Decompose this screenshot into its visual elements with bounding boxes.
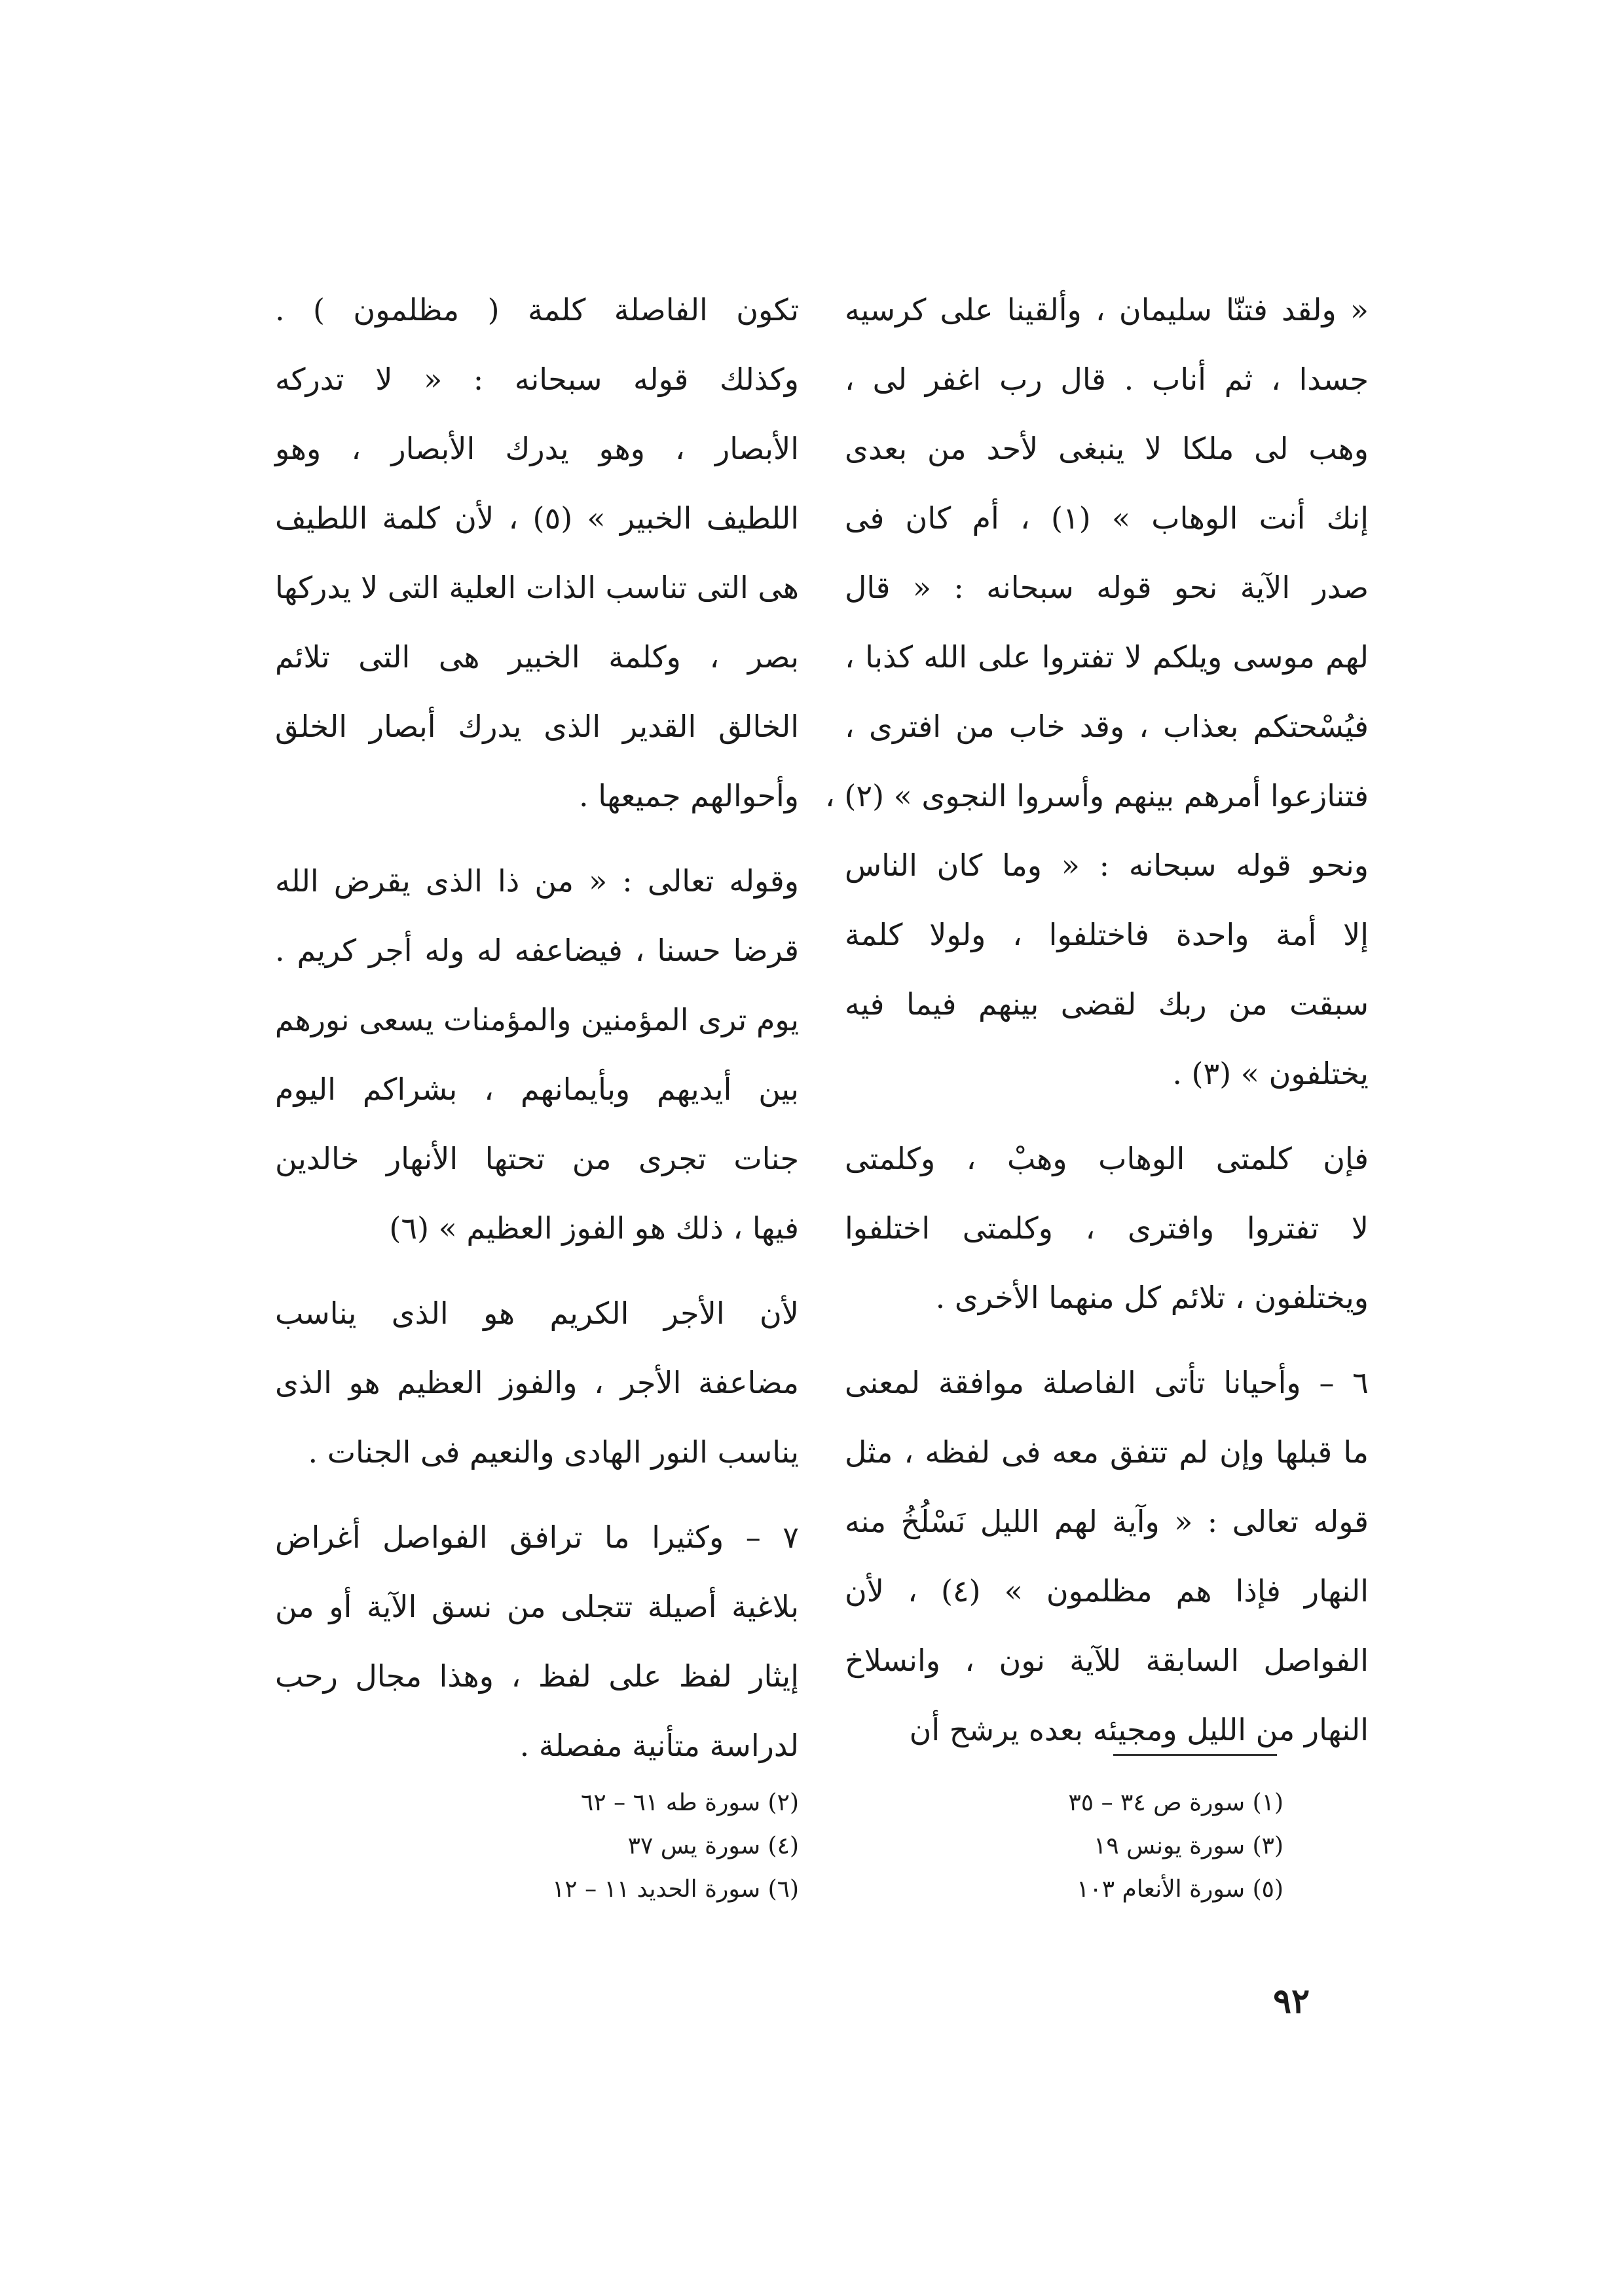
text-line: ٧ – وكثيرا ما ترافق الفواصل أغراض <box>275 1520 799 1555</box>
text-line: النهار من الليل ومجيئه بعده يرشح أن <box>909 1712 1369 1747</box>
text-line: وأحوالهم جميعها . <box>579 778 799 813</box>
text-line: الفواصل السابقة للآية نون ، وانسلاخ <box>845 1643 1369 1678</box>
footnote-divider <box>1113 1754 1277 1756</box>
text-line: ونحو قوله سبحانه : « وما كان الناس <box>845 848 1369 883</box>
footnotes-left <box>458 1782 799 1911</box>
text-column-right <box>824 275 1369 1780</box>
text-line: قوله تعالى : « وآية لهم الليل نَسْلُخُ منه <box>845 1504 1369 1539</box>
footnotes-right <box>917 1782 1283 1911</box>
text-line: فإن كلمتى الوهاب وهبْ ، وكلمتى <box>845 1141 1369 1176</box>
paragraph <box>845 1124 1369 1332</box>
text-line: جنات تجرى من تحتها الأنهار خالدين <box>275 1141 800 1176</box>
text-line: تكون الفاصلة كلمة ( مظلمون ) . <box>275 292 799 327</box>
paragraph <box>275 275 799 830</box>
paragraph <box>845 1348 1369 1764</box>
text-line: ما قبلها وإن لم تتفق معه فى لفظه ، مثل <box>845 1434 1369 1470</box>
text-line: إلا أمة واحدة فاختلفوا ، ولولا كلمة <box>845 917 1369 952</box>
text-line: بلاغية أصيلة تتجلى من نسق الآية أو من <box>275 1589 799 1624</box>
footnote: (٢) سورة طه ٦١ – ٦٢ <box>581 1789 799 1816</box>
text-line: يختلفون » (٣) . <box>1172 1056 1369 1091</box>
text-line: صدر الآية نحو قوله سبحانه : « قال <box>845 570 1369 605</box>
text-line: يوم ترى المؤمنين والمؤمنات يسعى نورهم <box>274 1002 799 1037</box>
text-line: جسدا ، ثم أناب . قال رب اغفر لى ، <box>845 362 1369 397</box>
text-line: وقوله تعالى : « من ذا الذى يقرض الله <box>275 863 799 899</box>
paragraph <box>824 275 1369 1108</box>
text-line: النهار فإذا هم مظلمون » (٤) ، لأن <box>845 1573 1369 1609</box>
text-line: الأبصار ، وهو يدرك الأبصار ، وهو <box>275 431 799 466</box>
text-line: بصر ، وكلمة الخبير هى التى تلائم <box>275 639 799 675</box>
text-line: لا تفتروا وافترى ، وكلمتى اختلفوا <box>845 1210 1369 1246</box>
footnote: (٦) سورة الحديد ١١ – ١٢ <box>551 1876 799 1903</box>
text-line: وهب لى ملكا لا ينبغى لأحد من بعدى <box>845 431 1369 466</box>
text-line: فيها ، ذلك هو الفوز العظيم » (٦) <box>389 1210 799 1246</box>
text-line: بين أيديهم وبأيمانهم ، بشراكم اليوم <box>275 1072 799 1107</box>
footnote: (٤) سورة يس ٣٧ <box>627 1833 799 1859</box>
page-number: ٩٢ <box>1273 1981 1310 2021</box>
text-line: لهم موسى ويلكم لا تفتروا على الله كذبا ، <box>845 639 1369 675</box>
text-line: الخالق القدير الذى يدرك أبصار الخلق <box>275 709 799 744</box>
paragraph <box>275 846 799 1263</box>
text-line: ويختلفون ، تلائم كل منهما الأخرى . <box>935 1280 1369 1315</box>
paragraph <box>275 1278 799 1487</box>
text-line: يناسب النور الهادى والنعيم فى الجنات . <box>308 1434 799 1470</box>
text-line: فيُسْحتكم بعذاب ، وقد خاب من افترى ، <box>845 709 1369 744</box>
footnote: (١) سورة ص ٣٤ – ٣٥ <box>1068 1789 1283 1816</box>
text-line: إيثار لفظ على لفظ ، وهذا مجال رحب <box>275 1658 799 1694</box>
text-line: قرضا حسنا ، فيضاعفه له وله أجر كريم . <box>275 933 799 968</box>
text-column-left <box>275 275 799 1796</box>
footnote: (٣) سورة يونس ١٩ <box>1094 1833 1283 1859</box>
text-line: وكذلك قوله سبحانه : « لا تدركه <box>275 362 799 397</box>
text-line: ٦ – وأحيانا تأتى الفاصلة موافقة لمعنى <box>845 1365 1369 1400</box>
text-line: مضاعفة الأجر ، والفوز العظيم هو الذى <box>275 1365 799 1400</box>
text-line: فتنازعوا أمرهم بينهم وأسروا النجوى » (٢) ، <box>824 778 1369 813</box>
text-line: لأن الأجر الكريم هو الذى يناسب <box>275 1296 799 1331</box>
text-line: هى التى تناسب الذات العلية التى لا يدركها <box>275 570 799 605</box>
text-line: « ولقد فتنّا سليمان ، وألقينا على كرسيه <box>845 292 1369 327</box>
text-line: لدراسة متأنية مفصلة . <box>519 1728 799 1763</box>
text-line: سبقت من ربك لقضى بينهم فيما فيه <box>845 986 1369 1022</box>
paragraph <box>275 1502 799 1780</box>
text-line: اللطيف الخبير » (٥) ، لأن كلمة اللطيف <box>275 500 799 536</box>
footnote: (٥) سورة الأنعام ١٠٣ <box>1077 1876 1283 1903</box>
text-line: إنك أنت الوهاب » (١) ، أم كان فى <box>845 500 1369 536</box>
